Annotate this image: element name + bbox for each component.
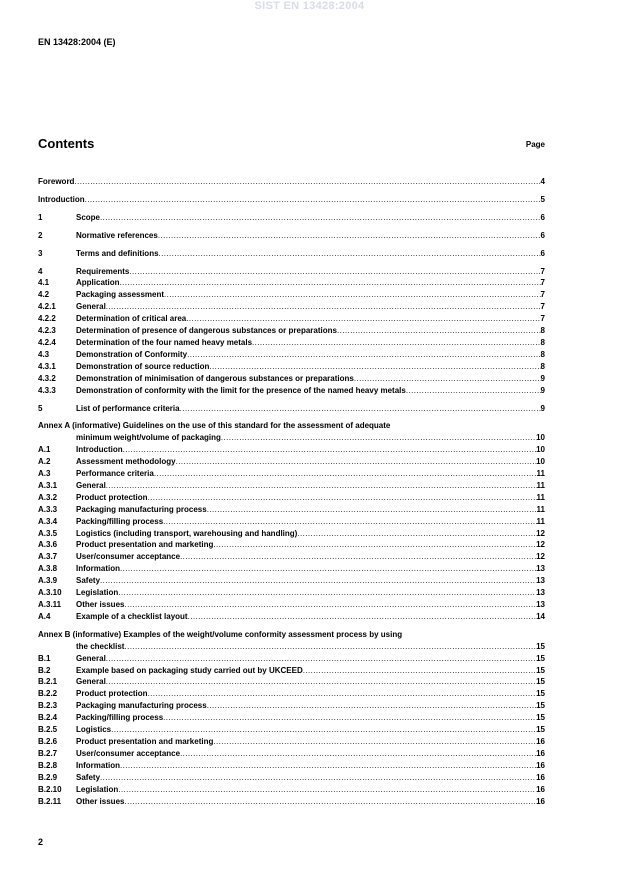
- toc-entry-page: 8: [540, 326, 545, 336]
- toc-entry-title: Introduction: [76, 445, 123, 455]
- toc-leader-dots: [118, 784, 536, 796]
- toc-entry-title: General: [76, 677, 106, 687]
- toc-entry-page: 15: [536, 665, 545, 675]
- toc-entry[interactable]: [38, 712, 545, 724]
- toc-entry-number: 4.2.1: [38, 302, 56, 312]
- toc-entry-number: A.1: [38, 445, 51, 455]
- toc-entry-number: 1: [38, 212, 43, 222]
- toc-entry-number: A.3.11: [38, 600, 62, 609]
- toc-entry[interactable]: [38, 248, 545, 260]
- toc-entry-number: 4.2.4: [38, 337, 56, 347]
- toc-leader-dots: [159, 248, 541, 260]
- toc-entry-title: Information: [76, 564, 120, 574]
- toc-entry-page: 9: [540, 373, 545, 383]
- toc-entry-page: 7: [540, 302, 545, 312]
- toc-entry-number: B.2.8: [38, 760, 58, 770]
- toc-leader-dots: [188, 611, 536, 623]
- toc-leader-dots: [106, 301, 541, 313]
- toc-entry-title: minimum weight/volume of packaging: [76, 433, 221, 443]
- page-column-label: Page: [525, 140, 545, 149]
- toc-entry-page: 8: [540, 349, 545, 359]
- toc-entry[interactable]: [38, 325, 545, 337]
- toc-entry-title: Information: [76, 760, 120, 770]
- toc-leader-dots: [213, 539, 536, 551]
- toc-entry-title: Packaging manufacturing process: [76, 504, 207, 514]
- toc-entry-title: Demonstration of Conformity: [76, 349, 188, 359]
- toc-entry-title: Other issues: [76, 796, 125, 806]
- toc-entry[interactable]: [38, 373, 545, 385]
- toc-entry[interactable]: [38, 688, 545, 700]
- toc-entry[interactable]: [38, 700, 545, 712]
- toc-entry-number: B.2.5: [38, 725, 58, 735]
- toc-entry-title: Introduction: [38, 194, 85, 204]
- toc-leader-dots: [221, 432, 536, 444]
- toc-entry-page: 15: [536, 641, 545, 651]
- toc-entry-page: 15: [536, 725, 545, 735]
- toc-entry-title: Demonstration of minimisation of dangerous substances or preparations: [76, 373, 354, 383]
- toc-entry-number: B.2.4: [38, 713, 58, 723]
- toc-entry[interactable]: [38, 301, 545, 313]
- toc-entry[interactable]: [38, 760, 545, 772]
- toc-entry-page: 6: [540, 248, 545, 258]
- toc-entry-page: 4: [540, 177, 545, 186]
- footer-page-number: 2: [38, 837, 44, 847]
- toc-leader-dots: [303, 665, 536, 677]
- toc-leader-dots: [85, 194, 541, 206]
- toc-leader-dots: [111, 724, 536, 736]
- toc-entry[interactable]: [38, 611, 545, 623]
- toc-entry-title: Packaging assessment: [76, 290, 165, 300]
- toc-entry-number: 4.2.3: [38, 326, 56, 336]
- toc-leader-dots: [124, 599, 536, 611]
- toc-entry[interactable]: [38, 748, 545, 760]
- toc-entry-page: 7: [540, 314, 545, 324]
- toc-entry[interactable]: [38, 587, 545, 599]
- toc-entry[interactable]: [38, 575, 545, 587]
- toc-entry[interactable]: [38, 403, 545, 415]
- toc-entry-page: 15: [536, 653, 545, 663]
- toc-entry[interactable]: [38, 385, 545, 397]
- toc-entry-number: B.2.9: [38, 772, 58, 782]
- toc-entry-page: 7: [540, 278, 545, 288]
- toc-entry-title: Logistics (including transport, warehousing and handling): [76, 528, 298, 538]
- toc-leader-dots: [207, 504, 537, 516]
- toc-entry[interactable]: [38, 528, 545, 540]
- toc-entry-title: Annex B (informative) Examples of the weight/volume conformity assessment process by using: [38, 629, 403, 639]
- toc-entry-title: Determination of the four named heavy metals: [76, 337, 253, 347]
- toc-entry-page: 11: [536, 469, 545, 479]
- toc-entry-page: 13: [536, 564, 545, 574]
- toc-entry-number: B.2.2: [38, 689, 58, 699]
- toc-entry[interactable]: [38, 277, 545, 289]
- toc-entry-page: 12: [536, 540, 545, 550]
- toc-entry-number: 4.3: [38, 349, 50, 359]
- toc-entry-page: 6: [540, 212, 545, 222]
- toc-entry-title: Packing/filling process: [76, 516, 164, 526]
- toc-entry[interactable]: [38, 641, 545, 653]
- toc-leader-dots: [180, 748, 536, 760]
- toc-entry-number: 4.3.3: [38, 385, 56, 395]
- toc-entry-title: General: [76, 653, 106, 663]
- toc-entry[interactable]: [38, 676, 545, 688]
- toc-entry-title: Packaging manufacturing process: [76, 701, 207, 711]
- toc-entry-page: 15: [536, 701, 545, 711]
- toc-leader-dots: [129, 266, 540, 278]
- toc-leader-dots: [106, 653, 536, 665]
- toc-entry-title: Determination of presence of dangerous substances or preparations: [76, 326, 337, 336]
- toc-entry-title: Demonstration of source reduction: [76, 361, 210, 371]
- toc-entry-number: 4.3.1: [38, 361, 56, 371]
- toc-entry[interactable]: [38, 736, 545, 748]
- toc-entry-number: A.3.1: [38, 480, 58, 490]
- toc-entry-page: 8: [540, 361, 545, 371]
- table-of-contents: [38, 176, 545, 807]
- watermark: SIST EN 13428:2004: [254, 0, 365, 12]
- toc-leader-dots: [180, 551, 536, 563]
- toc-entry[interactable]: [38, 629, 545, 641]
- toc-entry-page: 11: [536, 492, 545, 502]
- toc-entry[interactable]: [38, 337, 545, 349]
- toc-entry-title: Product presentation and marketing: [76, 540, 214, 550]
- toc-leader-dots: [106, 676, 536, 688]
- toc-entry-number: B.2.1: [38, 677, 58, 687]
- toc-entry-number: B.2.7: [38, 748, 58, 758]
- toc-leader-dots: [213, 736, 536, 748]
- toc-leader-dots: [158, 230, 541, 242]
- toc-leader-dots: [186, 313, 540, 325]
- toc-entry[interactable]: [38, 784, 545, 796]
- toc-entry-page: 5: [540, 194, 545, 204]
- toc-entry[interactable]: [38, 266, 545, 278]
- toc-entry-number: A.3: [38, 469, 51, 479]
- toc-entry[interactable]: [38, 456, 545, 468]
- toc-entry-title: Demonstration of conformity with the limit for the presence of the named heavy metals: [76, 385, 406, 395]
- toc-entry[interactable]: [38, 724, 545, 736]
- toc-entry-page: 10: [536, 433, 545, 443]
- toc-entry-number: A.3.6: [38, 540, 58, 550]
- toc-entry-page: 16: [536, 796, 545, 806]
- toc-entry-number: 4.3.2: [38, 373, 56, 383]
- toc-leader-dots: [100, 772, 536, 784]
- toc-entry-page: 11: [536, 516, 545, 526]
- toc-entry-title: Safety: [76, 772, 101, 782]
- toc-entry-number: B.2.3: [38, 701, 58, 711]
- toc-leader-dots: [207, 700, 536, 712]
- toc-entry-title: User/consumer acceptance: [76, 748, 181, 758]
- toc-entry-number: A.3.8: [38, 564, 58, 574]
- toc-leader-dots: [120, 277, 541, 289]
- toc-leader-dots: [118, 587, 536, 599]
- toc-entry-number: 4.1: [38, 278, 50, 288]
- toc-entry-title: Assessment methodology: [76, 457, 176, 467]
- toc-entry[interactable]: [38, 432, 545, 444]
- toc-entry[interactable]: [38, 420, 545, 432]
- toc-leader-dots: [337, 325, 541, 337]
- toc-entry-title: Product protection: [76, 492, 148, 502]
- toc-entry[interactable]: [38, 480, 545, 492]
- toc-entry-title: General: [76, 480, 106, 490]
- toc-entry-page: 11: [536, 480, 545, 490]
- toc-entry-number: A.2: [38, 457, 51, 467]
- toc-entry-page: 11: [536, 504, 545, 514]
- toc-entry[interactable]: [38, 313, 545, 325]
- toc-entry[interactable]: [38, 563, 545, 575]
- toc-entry-title: Product protection: [76, 689, 148, 699]
- toc-entry-title: User/consumer acceptance: [76, 552, 181, 562]
- toc-entry-title: Legislation: [76, 784, 119, 794]
- toc-entry[interactable]: [38, 772, 545, 784]
- toc-leader-dots: [100, 575, 536, 587]
- toc-entry[interactable]: [38, 212, 545, 224]
- toc-leader-dots: [180, 403, 541, 415]
- toc-entry-number: A.3.7: [38, 552, 58, 562]
- toc-leader-dots: [354, 373, 541, 385]
- toc-entry-page: 14: [536, 611, 545, 621]
- toc-entry-page: 10: [536, 445, 545, 455]
- toc-entry-page: 8: [540, 337, 545, 347]
- toc-entry-number: A.4: [38, 611, 51, 621]
- toc-entry-page: 16: [536, 784, 545, 794]
- toc-entry-page: 9: [540, 385, 545, 395]
- toc-entry-title: General: [76, 302, 106, 312]
- toc-entry-number: B.2: [38, 665, 51, 675]
- toc-entry-number: B.2.6: [38, 736, 58, 746]
- toc-entry-page: 16: [536, 772, 545, 782]
- toc-entry-title: Packing/filling process: [76, 713, 164, 723]
- toc-entry-number: A.3.10: [38, 588, 62, 598]
- toc-entry[interactable]: [38, 176, 545, 188]
- toc-entry-title: List of performance criteria: [76, 403, 180, 413]
- toc-leader-dots: [154, 468, 537, 480]
- toc-entry[interactable]: [38, 653, 545, 665]
- toc-entry-page: 10: [536, 457, 545, 467]
- toc-entry-number: A.3.2: [38, 492, 58, 502]
- toc-entry-page: 7: [540, 290, 545, 300]
- toc-entry-title: Safety: [76, 576, 101, 586]
- toc-entry-number: 5: [38, 403, 43, 413]
- toc-entry-number: A.3.9: [38, 576, 58, 586]
- toc-entry[interactable]: [38, 468, 545, 480]
- toc-leader-dots: [124, 796, 536, 808]
- toc-entry-number: A.3.5: [38, 528, 58, 538]
- toc-entry-page: 13: [536, 588, 545, 598]
- toc-entry-page: 16: [536, 748, 545, 758]
- toc-entry-page: 7: [540, 266, 545, 276]
- toc-entry-page: 9: [540, 403, 545, 413]
- toc-leader-dots: [163, 516, 536, 528]
- toc-entry[interactable]: [38, 230, 545, 242]
- toc-entry-title: Example of a checklist layout: [76, 611, 188, 621]
- toc-leader-dots: [176, 456, 537, 468]
- toc-entry[interactable]: [38, 194, 545, 206]
- toc-entry[interactable]: [38, 444, 545, 456]
- toc-leader-dots: [148, 688, 537, 700]
- toc-entry-title: Foreword: [38, 177, 75, 186]
- toc-entry-page: 12: [536, 528, 545, 538]
- toc-entry-number: B.2.10: [38, 784, 62, 794]
- toc-entry-page: 15: [536, 689, 545, 699]
- toc-entry-title: Annex A (informative) Guidelines on the use of this standard for the assessment of adequate: [38, 421, 391, 431]
- toc-entry-number: B.1: [38, 653, 51, 663]
- toc-leader-dots: [252, 337, 541, 349]
- toc-leader-dots: [148, 492, 537, 504]
- toc-leader-dots: [120, 563, 536, 575]
- toc-entry-page: 13: [536, 576, 545, 586]
- toc-entry-number: 2: [38, 230, 43, 240]
- toc-leader-dots: [124, 641, 536, 653]
- toc-leader-dots: [74, 176, 540, 188]
- toc-entry-title: Terms and definitions: [76, 248, 159, 258]
- toc-leader-dots: [187, 349, 540, 361]
- toc-leader-dots: [123, 444, 536, 456]
- toc-entry-page: 6: [540, 230, 545, 240]
- toc-entry-title: Legislation: [76, 588, 119, 598]
- toc-leader-dots: [163, 712, 536, 724]
- toc-entry-page: 15: [536, 677, 545, 687]
- toc-entry-title: Normative references: [76, 230, 158, 240]
- toc-leader-dots: [297, 528, 536, 540]
- toc-entry-title: Scope: [76, 212, 101, 222]
- toc-leader-dots: [120, 760, 536, 772]
- toc-entry[interactable]: [38, 349, 545, 361]
- toc-leader-dots: [164, 289, 541, 301]
- toc-entry[interactable]: [38, 361, 545, 373]
- toc-entry[interactable]: [38, 551, 545, 563]
- toc-entry-title: Product presentation and marketing: [76, 736, 214, 746]
- toc-leader-dots: [406, 385, 541, 397]
- toc-entry[interactable]: [38, 516, 545, 528]
- toc-entry[interactable]: [38, 665, 545, 677]
- document-id: EN 13428:2004 (E): [38, 37, 116, 47]
- toc-entry[interactable]: [38, 492, 545, 504]
- toc-leader-dots: [106, 480, 537, 492]
- toc-entry-number: 3: [38, 248, 43, 258]
- toc-entry-number: 4.2: [38, 290, 50, 300]
- contents-title: Contents: [38, 136, 95, 151]
- toc-entry[interactable]: [38, 504, 545, 516]
- toc-entry[interactable]: [38, 599, 545, 611]
- toc-entry-number: B.2.11: [38, 796, 62, 806]
- toc-entry-title: Determination of critical area: [76, 314, 187, 324]
- toc-entry-page: 16: [536, 760, 545, 770]
- toc-entry-page: 13: [536, 600, 545, 609]
- toc-entry-title: Other issues: [76, 600, 125, 609]
- toc-entry-title: Performance criteria: [76, 469, 154, 479]
- toc-entry-number: A.3.4: [38, 516, 58, 526]
- toc-entry-title: the checklist: [76, 641, 125, 651]
- toc-entry-title: Logistics: [76, 725, 112, 735]
- toc-entry-title: Application: [76, 278, 120, 288]
- toc-entry-page: 16: [536, 736, 545, 746]
- toc-entry-number: 4.2.2: [38, 314, 56, 324]
- toc-entry[interactable]: [38, 289, 545, 301]
- toc-entry-title: Requirements: [76, 266, 130, 276]
- toc-entry-title: Example based on packaging study carried out by UKCEED: [76, 665, 303, 675]
- toc-leader-dots: [100, 212, 541, 224]
- toc-leader-dots: [209, 361, 540, 373]
- toc-entry[interactable]: [38, 796, 545, 808]
- toc-entry-page: 12: [536, 552, 545, 562]
- toc-entry[interactable]: [38, 539, 545, 551]
- toc-entry-number: A.3.3: [38, 504, 58, 514]
- toc-entry-number: 4: [38, 266, 43, 276]
- toc-entry-page: 15: [536, 713, 545, 723]
